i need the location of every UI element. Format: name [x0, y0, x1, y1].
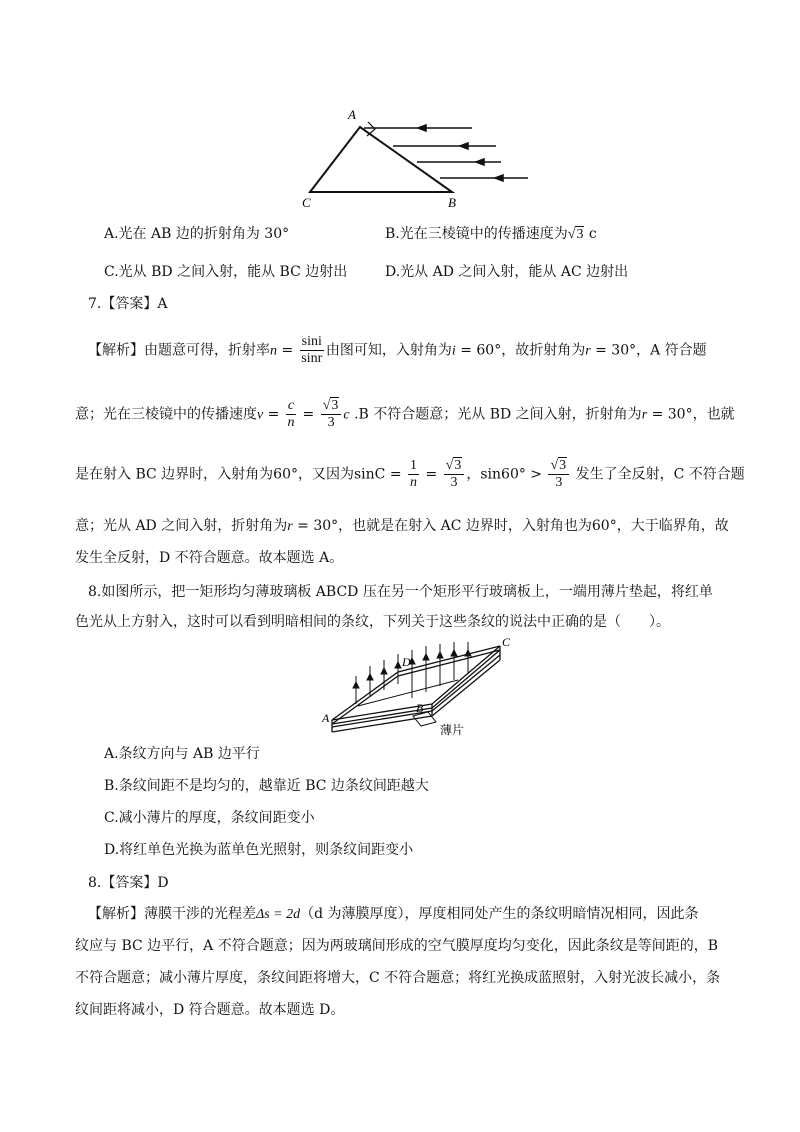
q7-option-c: C.光从 BD 之间入射，能从 BC 边射出 — [104, 264, 348, 280]
q7-exp4-r: r — [287, 519, 293, 534]
q7-exp1-rval: = 30° — [590, 342, 637, 359]
q7-exp1-i: i — [451, 343, 456, 359]
vertex-b-label: B — [448, 195, 456, 210]
q7-exp2-eq: = — [263, 406, 284, 423]
q7-exp2-text-a: 意；光在三棱镜中的传播速度 — [75, 406, 257, 423]
q7-exp3-fraction-3: $\frac{√3}{3}$ — [548, 458, 569, 491]
incident-rays — [364, 125, 528, 181]
q8-option-d: D.将红单色光换为蓝单色光照射，则条纹间距变小 — [104, 842, 414, 858]
plate-d-label: D — [402, 655, 411, 669]
q8-exp1-formula: Δs = 2d — [256, 907, 301, 922]
plate-b-label: B — [416, 701, 424, 715]
q7-exp3-text-a: 是在射入 BC 边界时，入射角为 — [75, 466, 274, 483]
glass-plates-figure — [318, 636, 518, 746]
q7-exp3-text-b: ，又因为sinC = — [298, 466, 407, 483]
q7-exp1-fraction: $\frac{\sin i}{\sin r}$ — [301, 334, 323, 366]
q8-explanation-line-3: 不符合题意；减小薄片厚度，条纹间距将增大，C 不符合题意；将红光换成蓝照射，入射光波长减小，条 — [75, 970, 721, 986]
q8-answer: 8.【答案】D — [88, 875, 169, 891]
vertex-c-label: C — [302, 195, 311, 210]
q8-explanation-line-4: 纹间距将减小，D 符合题意。故本题选 D。 — [75, 1002, 345, 1018]
q7-exp2-eq2: = — [298, 406, 319, 423]
q7-option-b — [385, 224, 597, 245]
q7-exp4-text-b: ，也就是在射入 AC 边界时，入射角也为 — [338, 518, 592, 534]
q8-exp1-text-a: 【解析】薄膜干涉的光程差 — [88, 906, 256, 922]
q7-option-b-text: B.光在三棱镜中的传播速度为 — [385, 226, 568, 242]
q7-option-b-sqrt: √3 — [567, 227, 584, 242]
q8-explanation-line-2: 纹应与 BC 边平行，A 不符合题意；因为两玻璃间形成的空气膜厚度均匀变化，因此条纹是等间距的，B — [75, 938, 719, 954]
q7-exp2-text-b: .B 不符合题意；光从 BD 之间入射，折射角为 — [349, 406, 642, 423]
q7-answer: 7.【答案】A — [88, 296, 168, 312]
q7-exp3-text-d: 发生了全反射，C 不符合题 — [571, 466, 745, 483]
vertex-a-label: A — [348, 107, 356, 122]
q8-option-b: B.条纹间距不是均匀的，越靠近 BC 边条纹间距越大 — [104, 778, 429, 794]
q7-exp1-n: n — [270, 343, 277, 359]
q7-exp2-text-d: ，也就 — [692, 406, 735, 423]
q8-stem-line-1: 8.如图所示，把一矩形均匀薄玻璃板 ABCD 压在另一个矩形平行玻璃板上，一端用薄片垫起，将红单 — [88, 584, 713, 600]
q7-exp3-angle: 60° — [273, 466, 298, 483]
q7-exp4-rval: = 30° — [292, 518, 339, 534]
q8-option-c: C.减小薄片的厚度，条纹间距变小 — [104, 810, 315, 826]
q7-exp1-text-c: ，故折射角为 — [501, 342, 586, 359]
q7-explanation-line-1 — [88, 334, 707, 367]
q7-option-d: D.光从 AD 之间入射，能从 AC 边射出 — [385, 264, 629, 280]
q7-exp2-fraction-2: $\frac{√3}{3}$ — [321, 398, 342, 431]
q7-exp1-ival: = 60° — [455, 342, 502, 359]
q7-exp2-r: r — [641, 407, 648, 423]
q7-exp2-c: c — [343, 407, 350, 423]
q7-exp3-text-c: ，sin60° > — [466, 466, 547, 483]
q7-exp1-text-b: 由图可知，入射角为 — [325, 342, 452, 359]
q8-option-a: A.条纹方向与 AB 边平行 — [104, 746, 260, 762]
q7-explanation-line-3 — [75, 458, 745, 491]
q8-explanation-line-1 — [88, 904, 699, 925]
q7-option-b-c: c — [584, 226, 597, 242]
q7-exp4-angle: 60° — [591, 518, 617, 534]
q7-exp1-text-a: 【解析】由题意可得，折射率 — [88, 342, 270, 359]
shim-label: 薄片 — [440, 723, 465, 737]
q8-stem-line-2: 色光从上方射入，这时可以看到明暗相间的条纹，下列关于这些条纹的说法中正确的是（ ）。 — [75, 614, 670, 630]
q7-exp4-text-a: 意；光从 AD 之间入射，折射角为 — [75, 518, 288, 534]
q7-exp1-r: r — [585, 343, 591, 359]
q7-exp1-eq: = — [277, 342, 298, 359]
q7-explanation-line-2 — [75, 398, 735, 431]
prism-figure — [290, 105, 540, 215]
q7-exp3-eq: = — [421, 466, 442, 483]
q7-exp4-text-c: ，大于临界角，故 — [616, 518, 729, 534]
q7-exp2-v: v — [257, 407, 264, 423]
q7-option-a: A.光在 AB 边的折射角为 30° — [104, 226, 290, 242]
plate-a-label: A — [322, 711, 330, 725]
plate-c-label: C — [502, 636, 511, 649]
q7-exp3-fraction-1: $\frac{1}{n}$ — [410, 458, 418, 490]
q7-explanation-line-4 — [75, 516, 729, 537]
q7-exp3-fraction-2: $\frac{√3}{3}$ — [444, 458, 465, 491]
q8-exp1-text-b: （d 为薄膜厚度），厚度相同处产生的条纹明暗情况相同，因此条 — [300, 906, 699, 922]
q7-exp1-text-d: ，A 符合题 — [636, 342, 707, 359]
q7-exp2-rval: = 30° — [647, 406, 693, 423]
q7-exp2-fraction-1: $\frac{c}{n}$ — [287, 398, 295, 430]
q7-explanation-line-5: 发生全反射，D 不符合题意。故本题选 A。 — [75, 550, 344, 566]
prism-triangle — [310, 127, 452, 192]
